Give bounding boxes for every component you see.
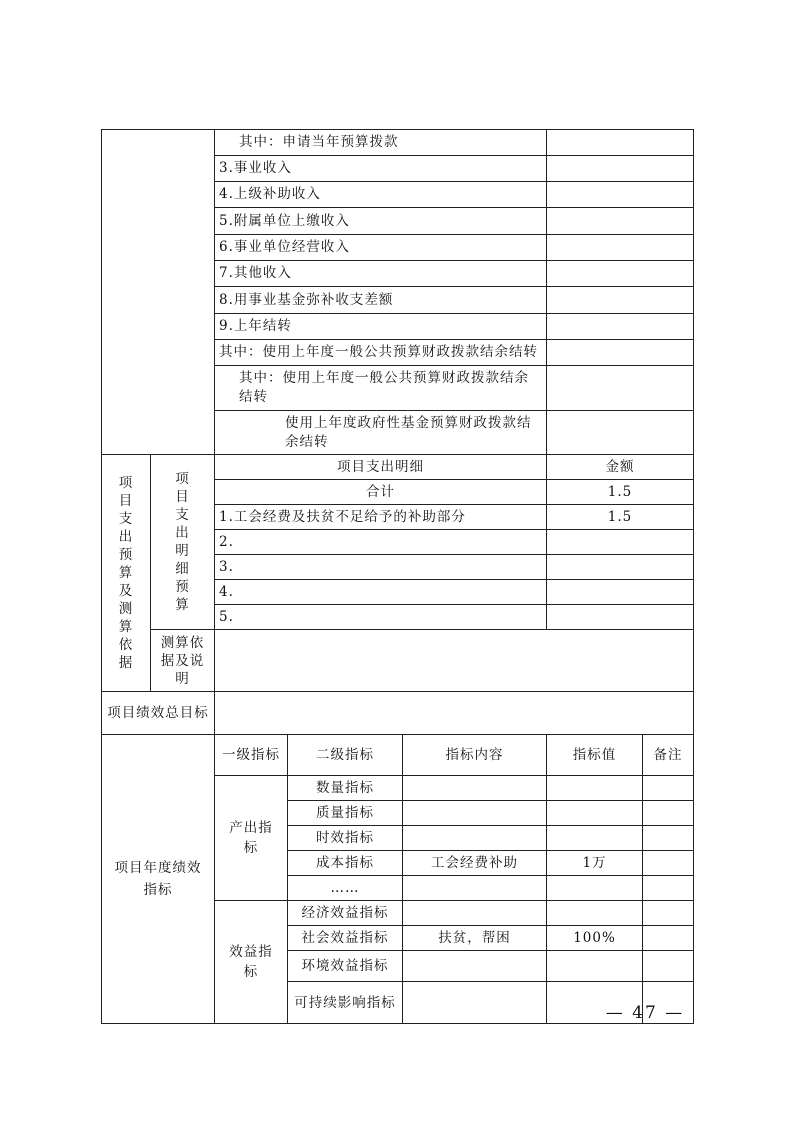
expense-total-amount: 1.5 [547,480,694,505]
indicator-value [547,776,643,801]
income-row-amount [547,130,694,156]
expense-basis-content [215,630,694,692]
income-row-label: 3.事业收入 [215,156,547,182]
indicator-name: 成本指标 [288,851,403,876]
income-row-label: 使用上年度政府性基金预算财政拨款结余结转 [215,411,547,455]
income-row-amount [547,366,694,411]
indicator-value [547,901,643,926]
indicator-name: 环境效益指标 [288,951,403,982]
indicator-remark [643,826,694,851]
indicator-content: 工会经费补助 [403,851,547,876]
income-row-label: 其中：申请当年预算拨款 [215,130,547,156]
expense-header-amount: 金额 [547,455,694,480]
indicator-value: 100% [547,926,643,951]
expense-total-label: 合计 [215,480,547,505]
overall-goal-row [102,692,694,735]
income-row-amount [547,235,694,261]
expense-detail-label: 项目支出明细预算 [151,455,215,630]
income-row [102,130,694,156]
expense-header-row [102,455,694,480]
indicator-header-row [102,735,694,776]
budget-form-table [101,129,694,1024]
expense-header-item: 项目支出明细 [215,455,547,480]
income-row-amount [547,261,694,287]
income-row-amount [547,287,694,314]
indicator-remark [643,901,694,926]
indicator-content [403,801,547,826]
indicator-header-level1: 一级指标 [215,735,288,776]
indicator-benefit-label: 效益指标 [215,901,288,1024]
indicator-value [547,951,643,982]
income-row-label: 其中：使用上年度一般公共预算财政拨款结余结转 [215,340,547,366]
expense-section-label: 项目支出预算及测算依据 [102,455,151,692]
indicator-value: 1万 [547,851,643,876]
indicator-header-value: 指标值 [547,735,643,776]
indicator-header-remark: 备注 [643,735,694,776]
indicator-remark [643,851,694,876]
income-row-label: 9.上年结转 [215,314,547,340]
expense-basis-label: 测算依据及说明 [151,630,215,692]
indicator-name: …… [288,876,403,901]
indicator-value [547,826,643,851]
page-number: — 47 — [605,1003,685,1023]
expense-item-amount [547,580,694,605]
indicator-remark [643,776,694,801]
indicator-name: 质量指标 [288,801,403,826]
indicator-content [403,876,547,901]
indicator-name: 数量指标 [288,776,403,801]
indicator-remark [643,801,694,826]
indicator-value [547,876,643,901]
income-row-label: 8.用事业基金弥补收支差额 [215,287,547,314]
indicator-content: 扶贫，帮困 [403,926,547,951]
income-row-label: 7.其他收入 [215,261,547,287]
indicator-value [547,801,643,826]
expense-item-amount [547,605,694,630]
income-row-amount [547,411,694,455]
indicator-header-content: 指标内容 [403,735,547,776]
indicator-content [403,901,547,926]
expense-item-label: 2. [215,530,547,555]
overall-goal-label: 项目绩效总目标 [102,692,215,735]
expense-item-amount: 1.5 [547,505,694,530]
expense-item-label: 3. [215,555,547,580]
indicator-content [403,776,547,801]
indicator-section-label: 项目年度绩效指标 [102,735,215,1024]
indicator-content [403,982,547,1024]
indicator-name: 时效指标 [288,826,403,851]
income-row-amount [547,182,694,208]
income-row-label: 5.附属单位上缴收入 [215,208,547,235]
income-section-blank [102,130,215,455]
expense-item-label: 1.工会经费及扶贫不足给予的补助部分 [215,505,547,530]
indicator-remark [643,926,694,951]
expense-item-label: 5. [215,605,547,630]
income-row-amount [547,340,694,366]
income-row-label: 6.事业单位经营收入 [215,235,547,261]
indicator-name: 社会效益指标 [288,926,403,951]
expense-item-label: 4. [215,580,547,605]
indicator-output-label: 产出指标 [215,776,288,901]
income-row-label: 4.上级补助收入 [215,182,547,208]
indicator-name: 可持续影响指标 [288,982,403,1024]
overall-goal-content [215,692,694,735]
indicator-content [403,826,547,851]
indicator-remark [643,951,694,982]
expense-item-amount [547,530,694,555]
expense-item-amount [547,555,694,580]
indicator-header-level2: 二级指标 [288,735,403,776]
indicator-name: 经济效益指标 [288,901,403,926]
income-row-amount [547,156,694,182]
income-row-amount [547,314,694,340]
indicator-content [403,951,547,982]
income-row-amount [547,208,694,235]
income-row-label: 其中：使用上年度一般公共预算财政拨款结余结转 [215,366,547,411]
expense-basis-row [102,630,694,692]
indicator-remark [643,876,694,901]
